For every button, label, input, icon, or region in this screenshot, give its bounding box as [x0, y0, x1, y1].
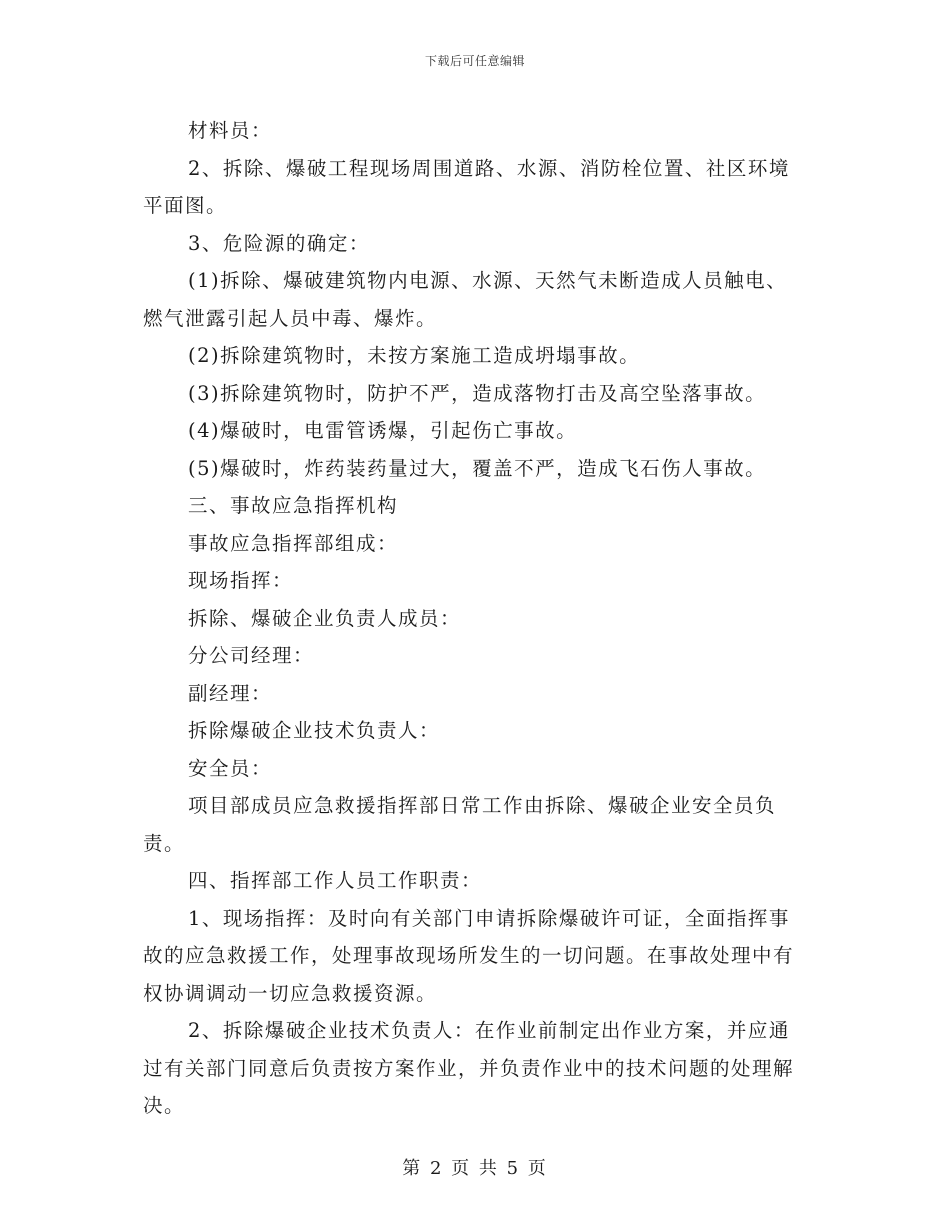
paragraph-duty-technical: 2、拆除爆破企业技术负责人：在作业前制定出作业方案，并应通过有关部门同意后负责按方案作业，并负责作业中的技术问题的处理解决。	[143, 1019, 795, 1117]
section-heading-command: 三、事故应急指挥机构	[188, 494, 399, 517]
paragraph-hazard-4: (4)爆破时，电雷管诱爆，引起伤亡事故。	[188, 419, 578, 442]
paragraph-hazard-2: (2)拆除建筑物时，未按方案施工造成坍塌事故。	[188, 344, 641, 367]
paragraph-materials-staff: 材料员：	[188, 119, 273, 142]
paragraph-duty-commander: 1、现场指挥：及时向有关部门申请拆除爆破许可证，全面指挥事故的应急救援工作，处理事故现场所发生的一切问题。在事故处理中有权协调调动一切应急救援资源。	[143, 906, 795, 1005]
section-heading-duties: 四、指挥部工作人员工作职责：	[188, 869, 483, 892]
paragraph-hazard-heading: 3、危险源的确定：	[188, 231, 370, 255]
paragraph-technical-head: 拆除爆破企业技术负责人：	[188, 719, 441, 742]
paragraph-site-plan: 2、拆除、爆破工程现场周围道路、水源、消防栓位置、社区环境平面图。	[143, 156, 790, 217]
paragraph-command-composition: 事故应急指挥部组成：	[188, 531, 399, 555]
paragraph-safety-officer: 安全员：	[188, 756, 273, 780]
paragraph-hazard-5: (5)爆破时，炸药装药量过大，覆盖不严，造成飞石伤人事故。	[188, 456, 767, 480]
paragraph-branch-manager: 分公司经理：	[188, 644, 315, 667]
paragraph-hazard-1: (1)拆除、爆破建筑物内电源、水源、天然气未断造成人员触电、燃气泄露引起人员中毒、爆炸。	[143, 269, 788, 330]
paragraph-daily-work: 项目部成员应急救援指挥部日常工作由拆除、爆破企业安全员负责。	[143, 794, 777, 855]
page-number-footer: 第 2 页 共 5 页	[402, 1158, 548, 1179]
paragraph-site-commander: 现场指挥：	[188, 569, 294, 592]
page-header: 下载后可任意编辑	[424, 54, 525, 68]
document-body	[143, 112, 808, 1125]
paragraph-deputy-manager: 副经理：	[188, 681, 273, 705]
paragraph-hazard-3: (3)拆除建筑物时，防护不严，造成落物打击及高空坠落事故。	[188, 381, 767, 405]
paragraph-company-head: 拆除、爆破企业负责人成员：	[188, 606, 462, 630]
